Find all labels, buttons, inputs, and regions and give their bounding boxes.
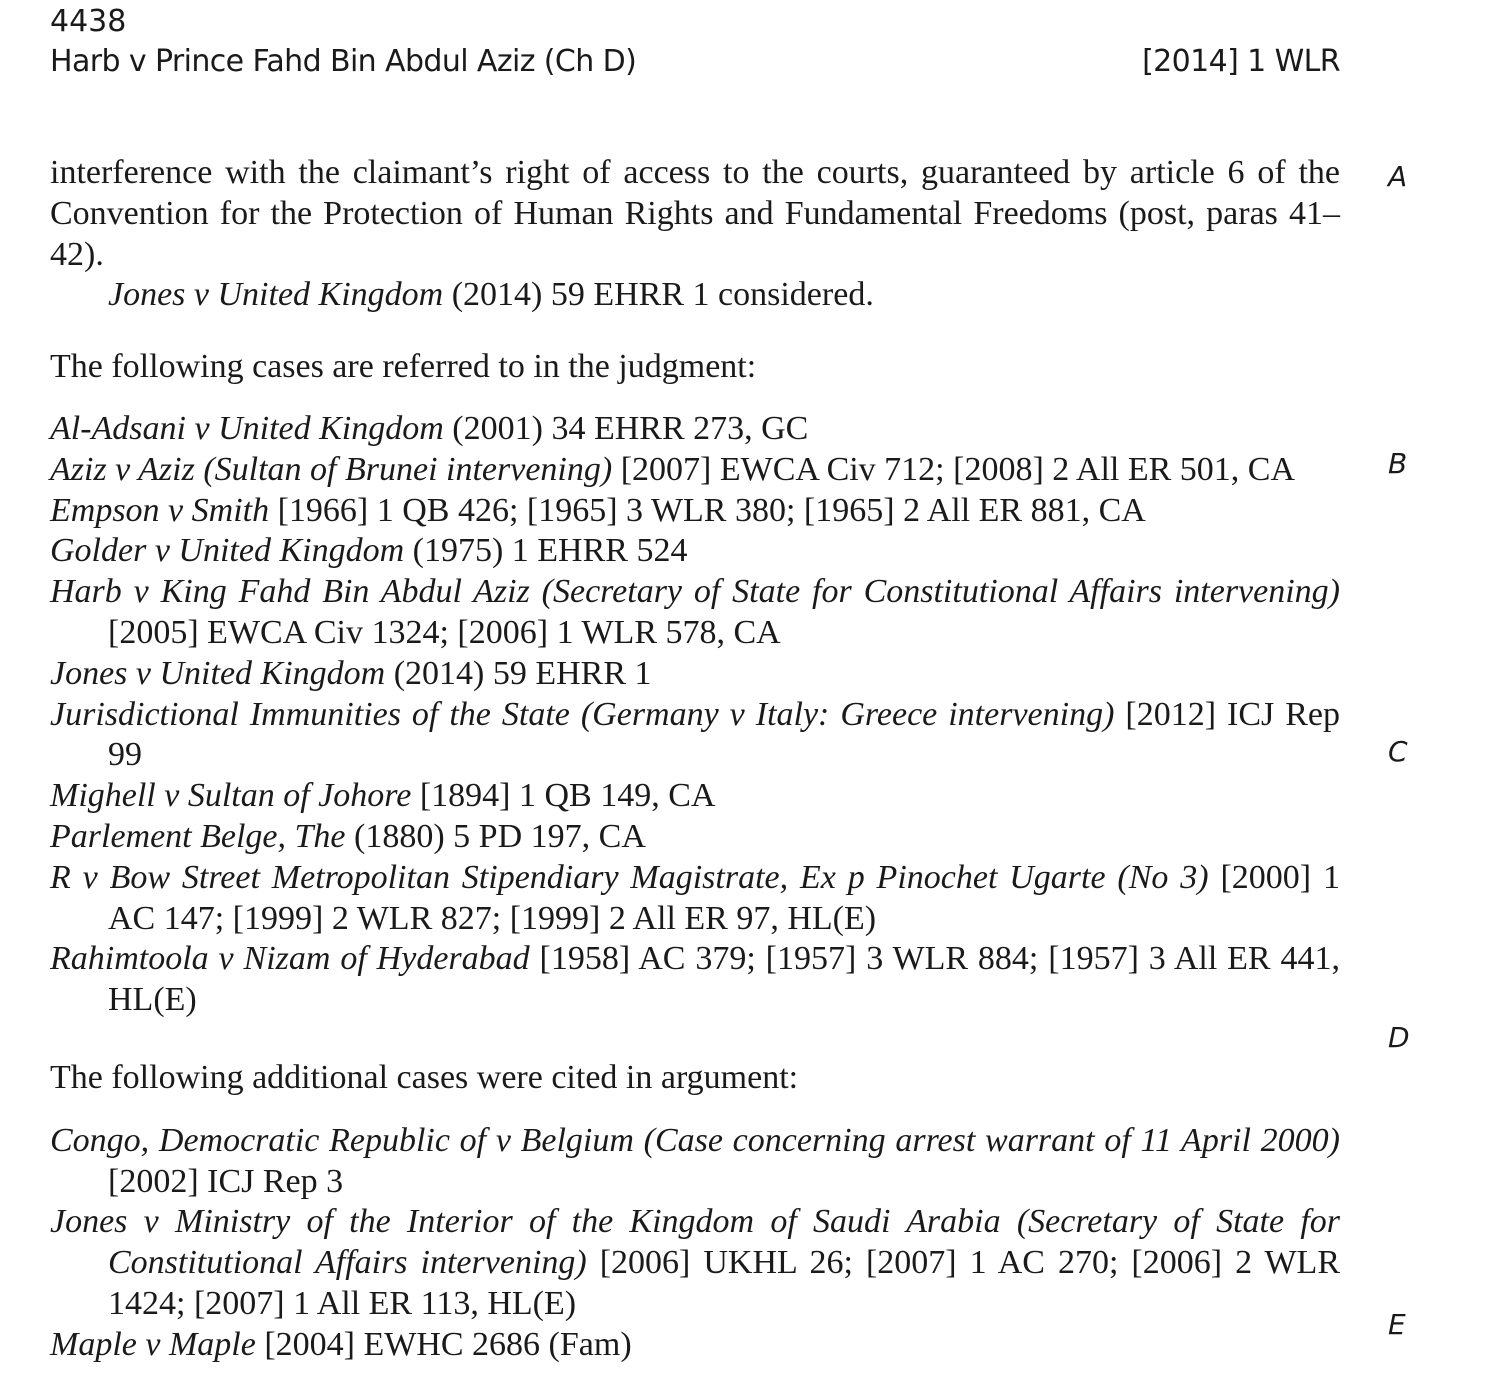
case-name: Congo, Democratic Republic of v Belgium (Case concerning arrest warrant of 11 April 2000) xyxy=(50,1121,1340,1159)
case-entry xyxy=(50,695,1340,777)
intro-paragraph: interference with the claimant’s right of access to the courts, guaranteed by article 6 of the Convention for the Protection of Human Rights and Fundamental Freedoms (post, paras 41–42). xyxy=(50,154,1340,273)
case-entry xyxy=(50,450,1340,491)
case-entry xyxy=(50,1202,1340,1324)
case-name: Jones v United Kingdom xyxy=(108,276,444,314)
margin-letter-c: C xyxy=(1388,735,1408,768)
margin-letter-e: E xyxy=(1388,1308,1406,1341)
case-citation: [1958] AC 379; [1957] 3 WLR 884; [1957] 3 All ER 441, HL(E) xyxy=(108,940,1340,1019)
case-entry xyxy=(50,531,1340,572)
case-name: Jones v Ministry of the Interior of the Kingdom of Saudi Arabia (Secretary of State for Constitutional Affairs intervening) xyxy=(50,1203,1340,1282)
case-citation: (2001) 34 EHRR 273, GC xyxy=(443,409,809,447)
case-citation: [2002] ICJ Rep 3 xyxy=(108,1162,344,1200)
case-entry xyxy=(50,1325,1340,1366)
margin-letter-d: D xyxy=(1388,1021,1410,1054)
case-entry xyxy=(50,939,1340,1021)
margin-letter-a: A xyxy=(1388,160,1408,193)
case-citation: (2014) 59 EHRR 1 xyxy=(385,654,652,692)
case-name: Jurisdictional Immunities of the State (Germany v Italy: Greece intervening) xyxy=(50,695,1115,733)
case-entry xyxy=(50,817,1340,858)
case-citation: (1975) 1 EHRR 524 xyxy=(404,532,688,570)
case-name: Golder v United Kingdom xyxy=(50,532,405,570)
case-entry xyxy=(50,654,1340,695)
cited-heading: The following additional cases were cited in argument: xyxy=(50,1058,799,1096)
case-citation: (1880) 5 PD 197, CA xyxy=(345,817,646,855)
case-name: Jones v United Kingdom xyxy=(50,654,386,692)
case-citation: [1894] 1 QB 149, CA xyxy=(411,777,716,815)
running-head xyxy=(50,42,1340,82)
report-body xyxy=(50,153,1340,1366)
case-citation: [2005] EWCA Civ 1324; [2006] 1 WLR 578, CA xyxy=(108,613,781,651)
case-name: Harb v King Fahd Bin Abdul Aziz (Secretary of State for Constitutional Affairs intervening) xyxy=(50,573,1340,611)
case-name: Aziz v Aziz (Sultan of Brunei intervening) xyxy=(50,450,613,488)
case-name: Rahimtoola v Nizam of Hyderabad xyxy=(50,940,530,978)
case-entry xyxy=(50,776,1340,817)
report-citation: [2014] 1 WLR xyxy=(1142,44,1340,79)
case-name: Mighell v Sultan of Johore xyxy=(50,777,412,815)
case-entry xyxy=(50,1121,1340,1203)
case-citation: [1966] 1 QB 426; [1965] 3 WLR 380; [1965] 2 All ER 881, CA xyxy=(269,491,1146,529)
case-citation: [2007] EWCA Civ 712; [2008] 2 All ER 501, CA xyxy=(612,450,1296,488)
case-entry xyxy=(50,572,1340,654)
case-name: R v Bow Street Metropolitan Stipendiary Magistrate, Ex p Pinochet Ugarte (No 3) xyxy=(50,858,1209,896)
case-name: Empson v Smith xyxy=(50,491,270,529)
case-name: Maple v Maple xyxy=(50,1325,256,1363)
referred-cases-list xyxy=(50,409,1340,1021)
case-citation: [2006] UKHL 26; [2007] 1 AC 270; [2006] 2 WLR 1424; [2007] 1 All ER 113, HL(E) xyxy=(108,1244,1340,1322)
cited-cases-list xyxy=(50,1121,1340,1366)
case-entry xyxy=(50,409,1340,450)
considered-case xyxy=(50,275,1340,316)
case-name: Al-Adsani v United Kingdom xyxy=(50,409,444,447)
case-title: Harb v Prince Fahd Bin Abdul Aziz (Ch D) xyxy=(50,44,637,79)
case-entry xyxy=(50,858,1340,940)
case-citation: (2014) 59 EHRR 1 considered. xyxy=(443,276,874,314)
margin-letter-b: B xyxy=(1388,447,1408,480)
case-entry xyxy=(50,491,1340,532)
case-name: Parlement Belge, The xyxy=(50,817,346,855)
case-citation: [2004] EWHC 2686 (Fam) xyxy=(255,1325,632,1363)
case-citation: [2000] 1 AC 147; [1999] 2 WLR 827; [1999] 2 All ER 97, HL(E) xyxy=(108,858,1340,937)
referred-heading: The following cases are referred to in the judgment: xyxy=(50,348,757,386)
page-number: 4438 xyxy=(50,4,127,39)
case-citation: [2012] ICJ Rep 99 xyxy=(108,695,1341,774)
